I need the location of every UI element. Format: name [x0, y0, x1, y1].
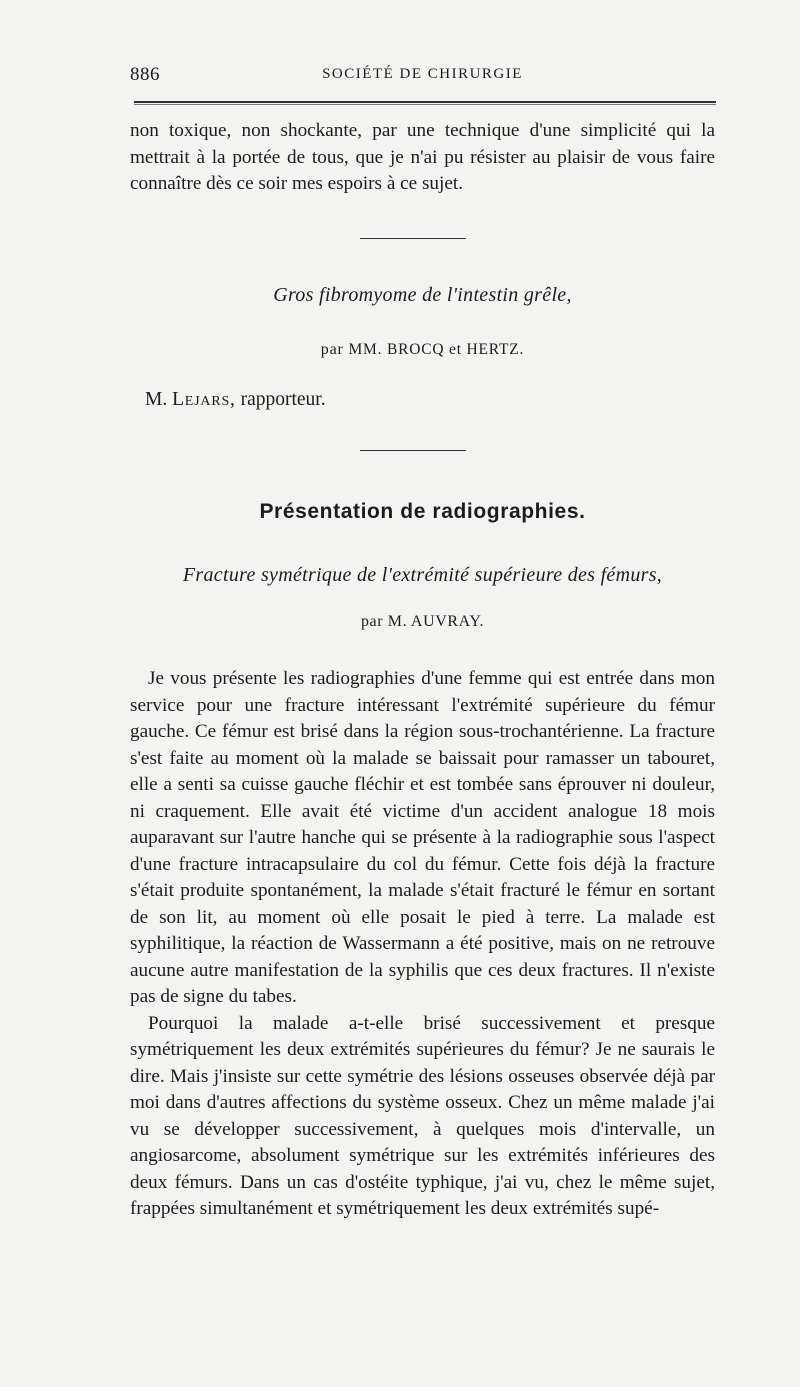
article-byline: [130, 613, 715, 631]
article-byline: [130, 341, 715, 359]
body-paragraph: Pourquoi la malade a-t-elle brisé successivement et presque symétriquement les deux extrémités supérieures du fémur? Je ne saurais le dire. Mais j'insiste sur cette symétrie des lésions osseuses observée déjà par moi dans d'autres affections du système osseux. Chez un même malade j'ai vu se développer successivement, à quelques mois d'intervalle, un angiosarcome, absolument symétrique sur les extrémités inférieures des deux fémurs. Dans un cas d'ostéite typhique, j'ai vu, chez le même sujet, frappées simultanément et symétriquement les deux extrémités supé-: [130, 1012, 715, 1219]
byline-authors: MM. BROCQ et HERTZ.: [348, 341, 525, 358]
continuation-paragraph: [130, 118, 715, 198]
reporter-role: rapporteur.: [240, 389, 326, 410]
separator-rule: [360, 238, 466, 239]
article-body: [130, 666, 715, 1223]
running-head: [130, 64, 715, 88]
reporter-line: [145, 389, 326, 411]
byline-prefix: par: [320, 341, 344, 358]
article-title: Fracture symétrique de l'extrémité supérieure des fémurs,: [182, 564, 663, 586]
separator-rule: [360, 450, 466, 451]
body-paragraph: Je vous présente les radiographies d'une femme qui est entrée dans mon service pour une fracture intéressant l'extrémité supérieure du fémur gauche. Ce fémur est brisé dans la région sous-trochantérienne. La fracture s'est faite au moment où la malade se baissait pour ramasser un tabouret, elle a senti sa cuisse gauche fléchir et est tombée sans éprouver ni douleur, ni craquement. Elle avait été victime d'un accident analogue 18 mois auparavant sur l'autre hanche qui se présente à la radiographie sous l'aspect d'une fracture intracapsulaire du col du fémur. Cette fois déjà la fracture s'était produite spontanément, la malade s'était fracturé le fémur en sortant de son lit, au moment où elle posait le pied à terre. La malade est syphilitique, la réaction de Wassermann a été positive, mais on ne retrouve aucune autre manifestation de la syphilis que ces deux fractures. Il n'existe pas de signe du tabes.: [130, 668, 715, 1007]
page-number: 886: [130, 64, 160, 85]
reporter-name: Lejars,: [172, 389, 236, 410]
running-title: SOCIÉTÉ DE CHIRURGIE: [322, 66, 523, 82]
continuation-text: non toxique, non shockante, par une technique d'une simplicité qui la mettrait à la portée de tous, que je n'ai pu résister au plaisir de vous faire connaître dès ce soir mes espoirs à ce sujet.: [130, 120, 715, 194]
byline-author: M. AUVRAY.: [387, 613, 485, 630]
byline-prefix: par: [360, 613, 384, 630]
reporter-prefix: M.: [145, 389, 168, 410]
article-title: Gros fibromyome de l'intestin grêle,: [273, 284, 572, 306]
section-heading: Présentation de radiographies.: [259, 500, 586, 523]
header-rule: [134, 101, 716, 105]
